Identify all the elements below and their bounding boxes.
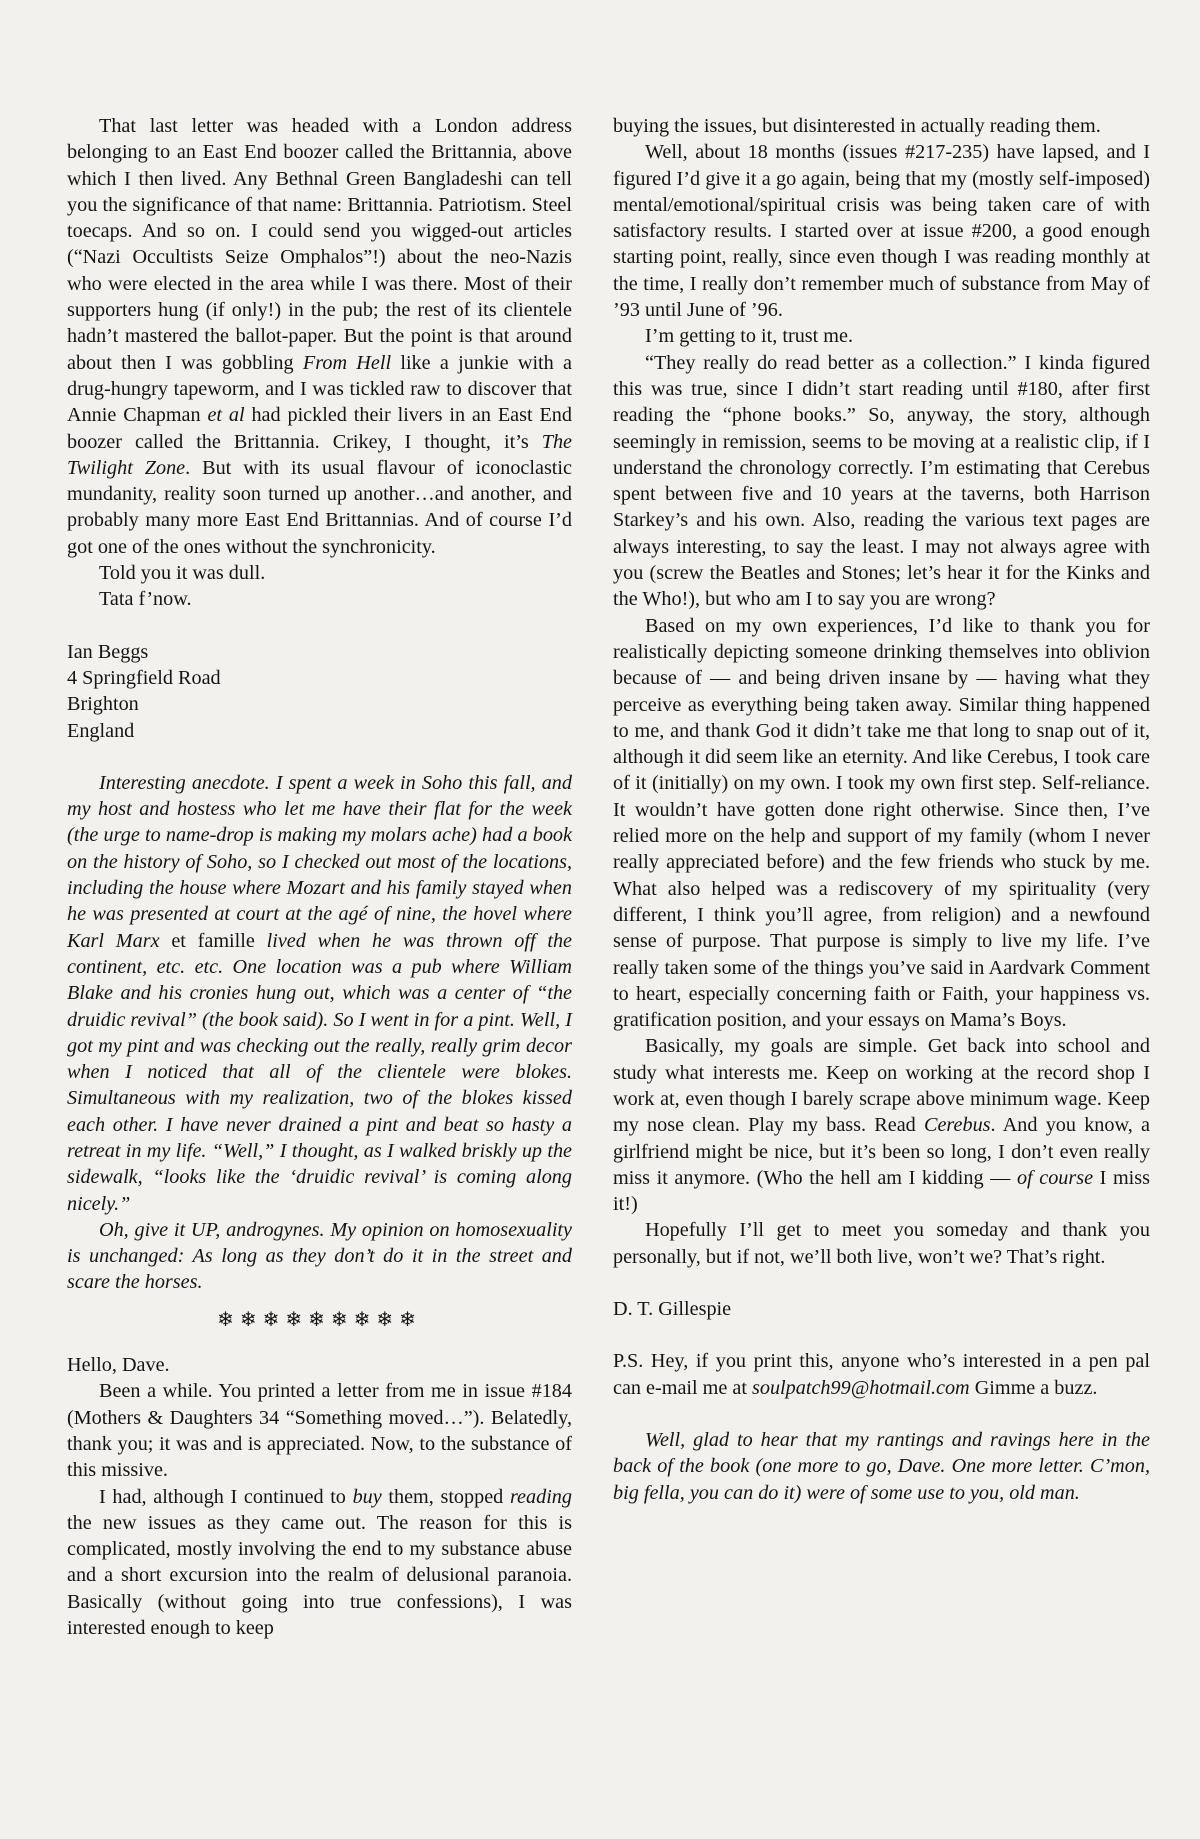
title-cerebus: Cerebus: [924, 1114, 991, 1137]
address-city: Brighton: [67, 693, 139, 716]
letter2-paragraph-4: I’m getting to it, trust me.: [645, 325, 854, 348]
letter1-paragraph-2: Told you it was dull.: [99, 562, 266, 585]
left-column: [67, 113, 572, 1641]
title-from-hell: From Hell: [302, 351, 392, 374]
letter2-paragraph-7: Basically, my goals are simple. Get back into school and study what interests me. Keep on working at the record shop I work at, even though I barely scrape above minimum wage. Keep my nose clean. Play my bass. Read Cerebus. And you know, a girlfriend might be nice, but it’s been so long, I don’t even really miss it anymore. (Who the hell am I kidding — of course I miss it!): [613, 1035, 1150, 1216]
letter2-paragraph-2: I had, although I continued to buy them, stopped reading the new issues as they came out. The reason for this is complicated, mostly involving the end to my substance abuse and a short excursion into the realm of delusional paranoia. Basically (without going into true confessions), I was interested enough to keep: [67, 1485, 572, 1640]
letter2-paragraph-5: “They really do read better as a collection.” I kinda figured this was true, since I didn’t start reading until #180, after first reading the “phone books.” So, anyway, the story, although seemingly in remission, seems to be moving at a realistic clip, if I understand the chronology correctly. I’m estimating that Cerebus spent between five and 10 years at the taverns, both Harrison Starkey’s and his own. Also, reading the various text pages are always interesting, to say the least. I may not always agree with you (screw the Beatles and Stones; let’s hear it for the Kinks and the Who!), but who am I to say you are wrong?: [613, 351, 1150, 611]
letter2-greeting: Hello, Dave.: [67, 1354, 170, 1377]
right-column: [613, 113, 1150, 1506]
letter1-paragraph-3: Tata f’now.: [99, 588, 192, 611]
address-street: 4 Springfield Road: [67, 666, 221, 689]
letter2-paragraph-8: Hopefully I’ll get to meet you someday and thank you personally, but if not, we’ll both live, won’t we? That’s right.: [613, 1219, 1150, 1268]
phrase-et-famille: et famille: [171, 929, 255, 952]
address-country: England: [67, 719, 135, 742]
editor-reply-2: Oh, give it UP, androgynes. My opinion on homosexuality is unchanged: As long as they don’t do it in the street and scare the horses.: [67, 1218, 572, 1294]
letter2-postscript: P.S. Hey, if you print this, anyone who’s interested in a pen pal can e-mail me at soulpatch99@hotmail.com Gimme a buzz.: [613, 1350, 1150, 1399]
letter2-signature: D. T. Gillespie: [613, 1298, 732, 1321]
letter2-paragraph-6: Based on my own experiences, I’d like to thank you for realistically depicting someone drinking themselves into oblivion because of — and being driven insane by — having what they perceive as everything being taken away. Similar thing happened to me, and thank God it didn’t take me that long to snap out of it, although it did seem like an eternity. And like Cerebus, I took care of it (initially) on my own. I took my own first step. Self-reliance. It wouldn’t have gotten done right otherwise. Since then, I’ve relied more on the help and support of my family (whom I never really appreciated before) and the few friends who stuck by me. What also helped was a rediscovery of my spirituality (very different, I think you’ll agree, from religion) and a newfound sense of purpose. That purpose is simply to live my life. I’ve really taken some of the things you’ve said in Aardvark Comment to heart, especially concerning faith or Faith, your happiness vs. gratification position, and your essays on Mama’s Boys.: [613, 614, 1150, 1032]
email-address: soulpatch99@hotmail.com: [752, 1376, 970, 1399]
letter2-continued: buying the issues, but disinterested in actually reading them.: [613, 115, 1101, 137]
editor-reply-1: Interesting anecdote. I spent a week in Soho this fall, and my host and hostess who let me have their flat for the week (the urge to name-drop is making my molars ache) had a book on the history of Soho, so I checked out most of the locations, including the house where Mozart and his family stayed when he was presented at court at the agé of nine, the hovel where Karl Marx et famille lived when he was thrown off the continent, etc. etc. One location was a pub where William Blake and his cronies hung out, which was a center of “the druidic revival” (the book said). So I went in for a pint. Well, I got my pint and was checking out the really, really grim decor when I noticed that all of the clientele were blokes. Simultaneous with my realization, two of the blokes kissed each other. I have never drained a pint and beat so hasty a retreat in my life. “Well,” I thought, as I walked briskly up the sidewalk, “looks like the ‘druidic revival’ is coming along nicely.”: [67, 771, 573, 1215]
section-divider: ❄❄❄❄❄❄❄❄❄: [217, 1306, 422, 1331]
editor-reply-3: Well, glad to hear that my rantings and ravings here in the back of the book (one more to go, Dave. One more letter. C’mon, big fella, you can do it) were of some use to you, old man.: [613, 1428, 1150, 1504]
letter2-paragraph-3: Well, about 18 months (issues #217-235) have lapsed, and I figured I’d give it a go again, being that my (mostly self-imposed) mental/emotional/spiritual crisis was being taken care of with satisfactory results. I started over at issue #200, a good enough starting point, really, since even though I was reading monthly at the time, I really don’t remember much of substance from May of ’93 until June of ’96.: [613, 141, 1150, 322]
letter2-paragraph-1: Been a while. You printed a letter from me in issue #184 (Mothers & Daughters 34 “Something moved…”). Belatedly, thank you; it was and is appreciated. Now, to the substance of this missive.: [67, 1380, 572, 1482]
phrase-et-al: et al: [207, 404, 245, 427]
address-name: Ian Beggs: [67, 640, 149, 663]
title-twilight-zone: The Twilight Zone: [67, 430, 572, 479]
letter1-paragraph-1: That last letter was headed with a London address belonging to an East End boozer called the Brittannia, above which I then lived. Any Bethnal Green Bangladeshi can tell you the significance of that name: Brittannia. Patriotism. Steel toecaps. And so on. I could send you wigged-out articles (“Nazi Occultists Seize Omphalos”!) about the neo-Nazis who were elected in the area while I was there. Most of their supporters hung (if only!) in the pub; the rest of its clientele hadn’t mastered the ballot-paper. But the point is that around about then I was gobbling From Hell like a junkie with a drug-hungry tapeworm, and I was tickled raw to discover that Annie Chapman et al had pickled their livers in an East End boozer called the Brittannia. Crikey, I thought, it’s The Twilight Zone. But with its usual flavour of iconoclastic mundanity, reality soon turned up another…and another, and probably many more East End Brittannias. And of course I’d got one of the ones without the synchronicity.: [67, 115, 572, 558]
